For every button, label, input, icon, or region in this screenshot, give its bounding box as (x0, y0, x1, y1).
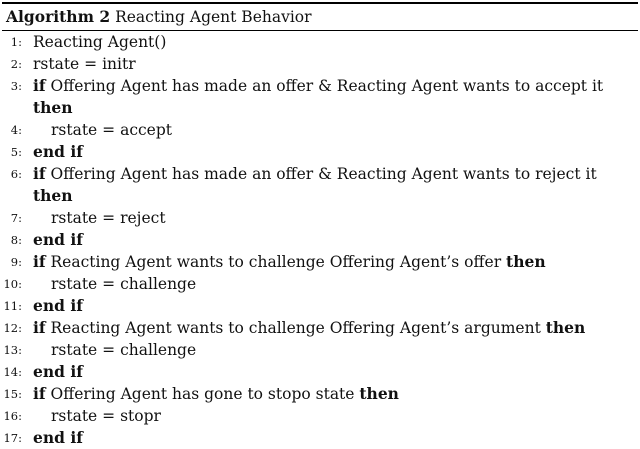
condition-text: Reacting Agent wants to challenge Offering Agent’s argument (45, 319, 546, 337)
keyword-end-if: end if (33, 230, 83, 249)
line-number: 11: (3, 299, 22, 313)
code-line (0, 119, 640, 141)
code-line (0, 427, 640, 449)
keyword-then: then (33, 186, 73, 205)
code-line (0, 141, 640, 163)
line-text (51, 119, 172, 141)
line-text (33, 163, 597, 185)
keyword-if: if (33, 164, 46, 183)
statement-text: rstate = challenge (51, 275, 197, 293)
line-text (33, 361, 83, 383)
keyword-if: if (33, 384, 46, 403)
line-text (33, 75, 603, 97)
algorithm-caption (6, 3, 312, 30)
line-text (51, 339, 196, 361)
code-line (0, 405, 640, 427)
keyword-end-if: end if (33, 362, 83, 381)
line-text (33, 251, 546, 273)
keyword-if: if (33, 318, 46, 337)
algorithm-lines (0, 31, 640, 449)
line-number: 3: (10, 79, 22, 93)
statement-text: rstate = initr (33, 55, 136, 73)
code-line (0, 339, 640, 361)
line-number: 10: (3, 277, 22, 291)
line-text (51, 207, 166, 229)
line-number: 8: (10, 233, 22, 247)
line-number: 14: (3, 365, 22, 379)
code-line (0, 31, 640, 53)
code-line (0, 75, 640, 97)
line-number: 2: (10, 57, 22, 71)
line-text (33, 53, 136, 75)
code-line (0, 251, 640, 273)
condition-text: Offering Agent has made an offer & Reacting Agent wants to accept it (45, 77, 604, 95)
keyword-then: then (506, 252, 546, 271)
statement-text: rstate = accept (51, 121, 173, 139)
code-line (0, 317, 640, 339)
line-number: 13: (3, 343, 22, 357)
code-line (0, 273, 640, 295)
line-number: 5: (10, 145, 22, 159)
line-number: 12: (3, 321, 22, 335)
code-line (0, 207, 640, 229)
line-text (33, 97, 73, 119)
caption-label: Algorithm 2 (6, 7, 111, 26)
keyword-then: then (359, 384, 399, 403)
condition-text: Offering Agent has made an offer & Reacting Agent wants to reject it (45, 165, 597, 183)
line-text (33, 317, 585, 339)
line-text (33, 229, 83, 251)
statement-text: Reacting Agent() (33, 33, 167, 51)
condition-text: Reacting Agent wants to challenge Offering Agent’s offer (45, 253, 507, 271)
keyword-then: then (33, 98, 73, 117)
statement-text: rstate = reject (51, 209, 166, 227)
keyword-then: then (545, 318, 586, 337)
line-number: 16: (3, 409, 22, 423)
line-text (51, 405, 161, 427)
line-number: 4: (10, 123, 22, 137)
code-line (0, 53, 640, 75)
line-text (33, 185, 73, 207)
line-text (33, 383, 399, 405)
line-number: 7: (10, 211, 22, 225)
keyword-end-if: end if (33, 142, 83, 161)
keyword-end-if: end if (33, 428, 83, 447)
code-line (0, 185, 640, 207)
statement-text: rstate = challenge (51, 341, 197, 359)
keyword-end-if: end if (33, 296, 83, 315)
line-text (33, 295, 83, 317)
line-number: 1: (10, 35, 22, 49)
code-line (0, 163, 640, 185)
line-number: 6: (10, 167, 22, 181)
line-number: 17: (3, 431, 22, 445)
line-number: 15: (3, 387, 22, 401)
line-text (51, 273, 196, 295)
line-number: 9: (10, 255, 22, 269)
statement-text: rstate = stopr (51, 407, 161, 425)
code-line (0, 383, 640, 405)
keyword-if: if (33, 252, 46, 271)
line-text (33, 141, 83, 163)
caption-title: Reacting Agent Behavior (115, 8, 312, 26)
code-line (0, 97, 640, 119)
code-line (0, 229, 640, 251)
keyword-if: if (33, 76, 46, 95)
code-line (0, 361, 640, 383)
code-line (0, 295, 640, 317)
line-text (33, 31, 166, 53)
line-text (33, 427, 83, 449)
condition-text: Offering Agent has gone to stopo state (45, 385, 360, 403)
